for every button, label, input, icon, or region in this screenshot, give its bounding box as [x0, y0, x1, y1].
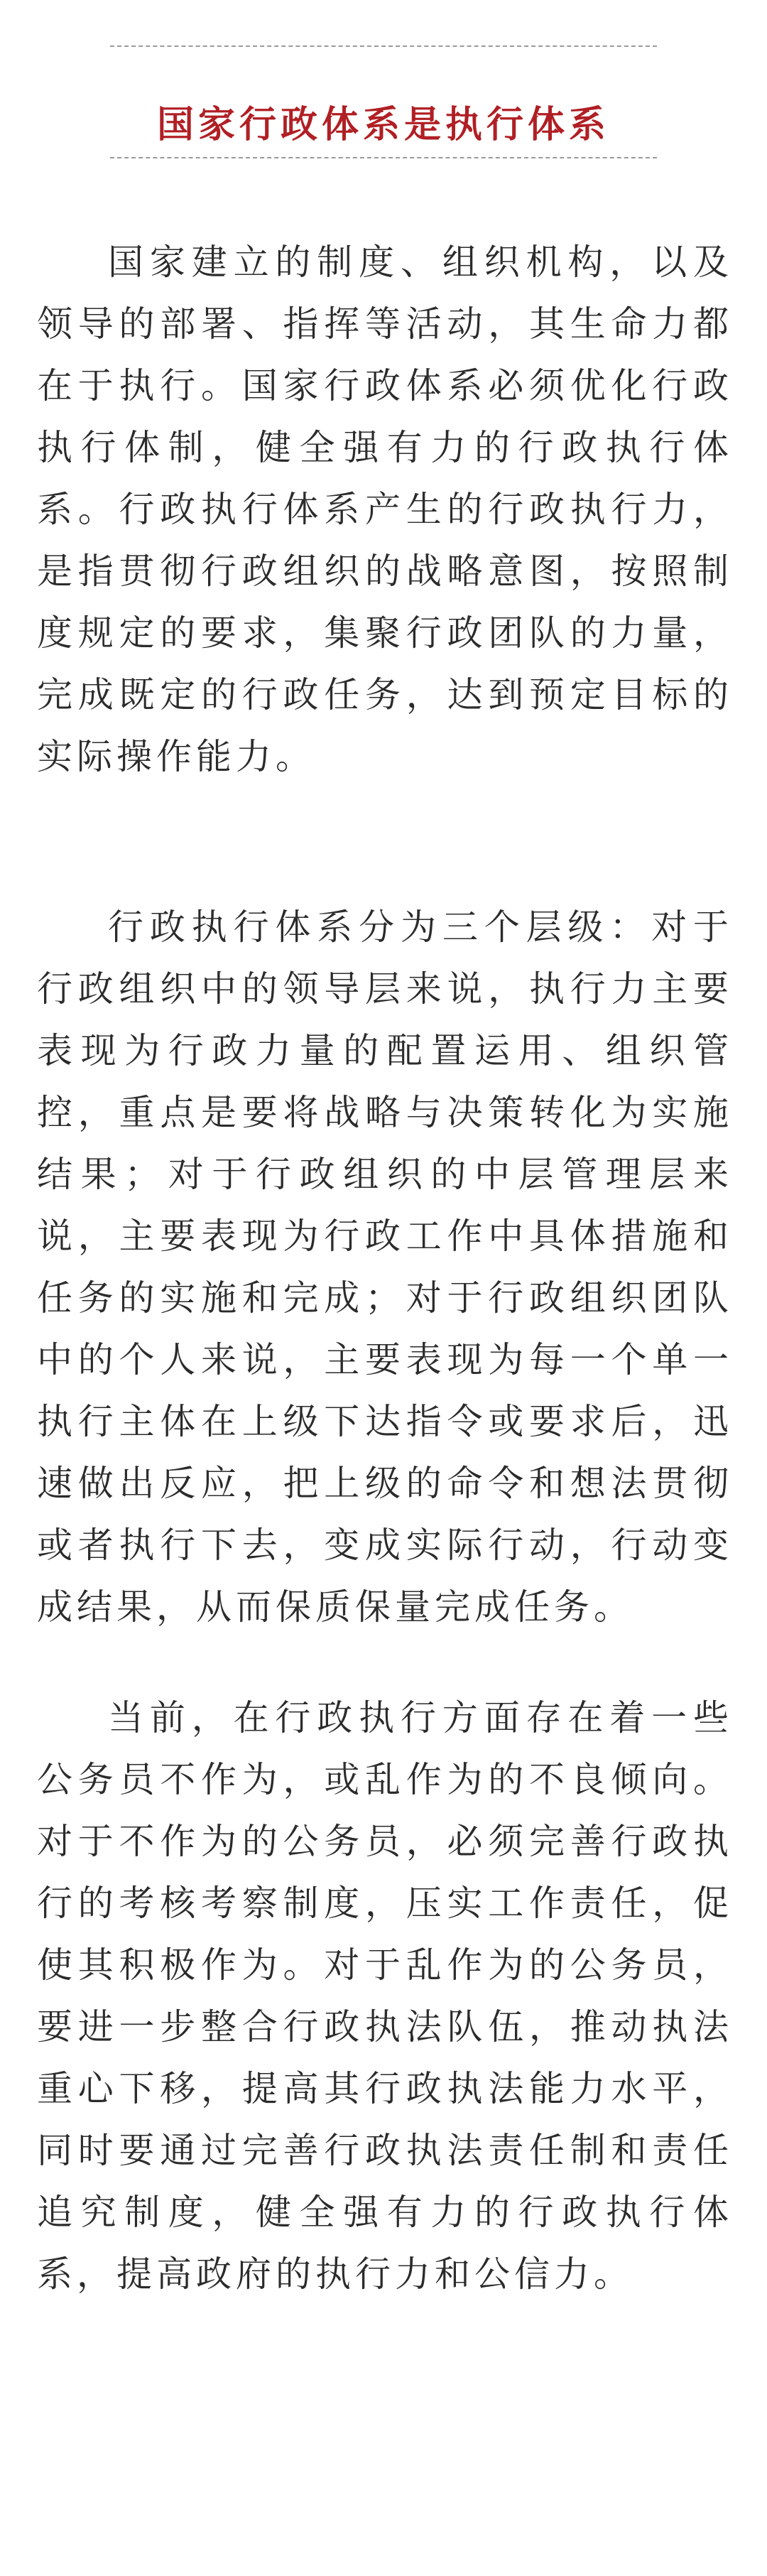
title-bottom-divider [110, 157, 657, 158]
article-paragraph-1: 国家建立的制度、组织机构，以及领导的部署、指挥等活动，其生命力都在于执行。国家行政体系必须优化行政执行体制，健全强有力的行政执行体系。行政执行体系产生的行政执行力，是指贯彻行政组织的战略意图，按照制度规定的要求，集聚行政团队的力量，完成既定的行政任务，达到预定目标的实际操作能力。 [37, 242, 733, 777]
article-paragraph-2: 行政执行体系分为三个层级：对于行政组织中的领导层来说，执行力主要表现为行政力量的配置运用、组织管控，重点是要将战略与决策转化为实施结果；对于行政组织的中层管理层来说，主要表现为行政工作中具体措施和任务的实施和完成；对于行政组织团队中的个人来说，主要表现为每一个单一执行主体在上级下达指令或要求后，迅速做出反应，把上级的命令和想法贯彻或者执行下去，变成实际行动，行动变成结果，从而保质保量完成任务。 [37, 907, 733, 1628]
article-title: 国家行政体系是执行体系 [156, 102, 610, 146]
article-paragraph-3: 当前，在行政执行方面存在着一些公务员不作为，或乱作为的不良倾向。对于不作为的公务员，必须完善行政执行的考核考察制度，压实工作责任，促使其积极作为。对于乱作为的公务员，要进一步整合行政执法队伍，推动执法重心下移，提高其行政执法能力水平，同时要通过完善行政执法责任制和责任追究制度，健全强有力的行政执行体系，提高政府的执行力和公信力。 [37, 1697, 733, 2295]
title-top-divider [110, 45, 657, 47]
